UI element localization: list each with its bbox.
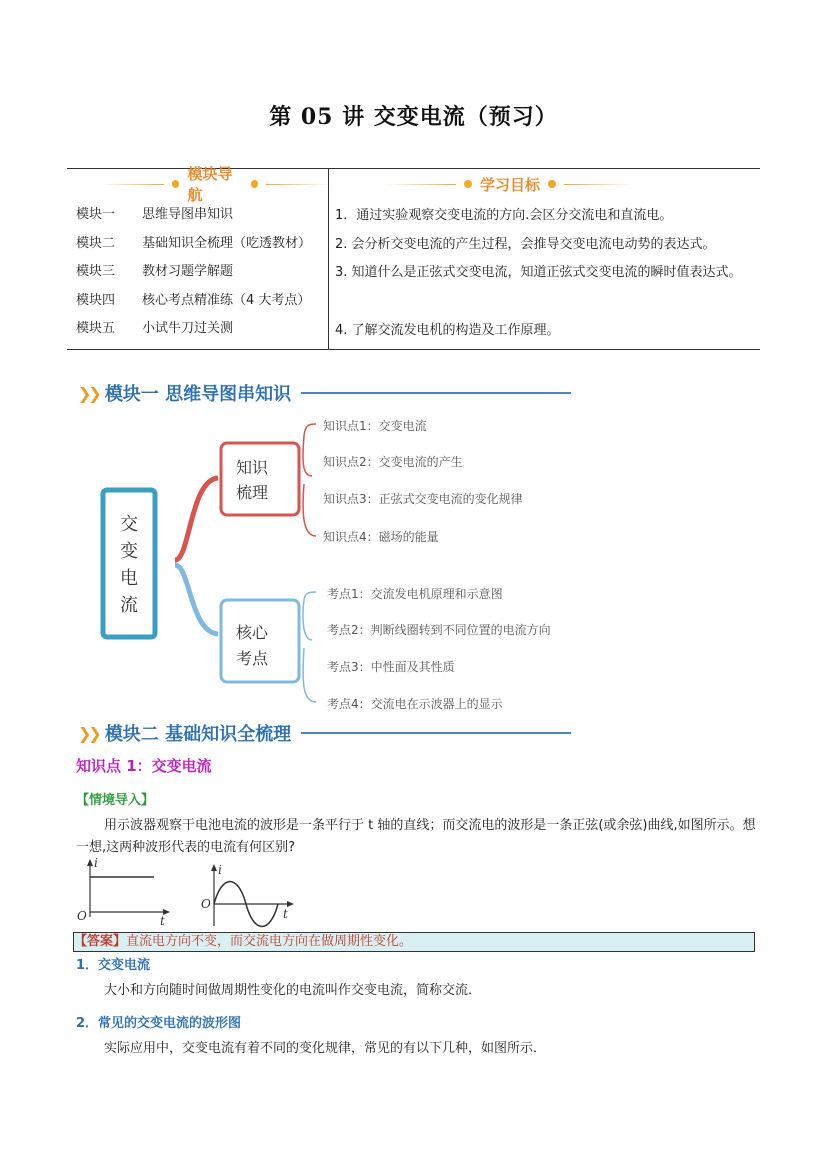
origin-label: O: [201, 897, 211, 911]
y-axis-arrow: [211, 864, 217, 871]
nav-key: 模块五: [76, 321, 116, 336]
nav-header: [100, 165, 330, 204]
nav-key: 模块二: [76, 236, 116, 251]
goal-item: 4. 了解交流发电机的构造及工作原理。: [335, 323, 560, 338]
section1-title: 1．交变电流: [76, 958, 151, 973]
table-top-border: [67, 168, 760, 169]
knowledge-item: 知识点3：正弦式交变电流的变化规律: [323, 492, 523, 506]
nav-item[interactable]: [76, 203, 233, 222]
module2-label: 模块二 基础知识全梳理: [104, 724, 292, 745]
branch1-line: 梳理: [235, 483, 269, 502]
section2-title: 2．常见的交变电流的波形图: [76, 1016, 242, 1031]
t-label: t: [283, 907, 288, 921]
branch1-box: [221, 443, 299, 515]
nav-item[interactable]: [76, 260, 233, 279]
answer-text: 直流电方向不变，而交流电方向在做周期性变化。: [126, 934, 413, 949]
table-bottom-border: [67, 349, 760, 350]
nav-header-label: 模块导航: [187, 165, 233, 204]
x-axis-arrow: [287, 901, 294, 907]
goal-header-label: 学习目标: [479, 175, 540, 194]
brace-blue: [303, 592, 316, 702]
nav-value: 基础知识全梳理（吃透教材）: [142, 236, 312, 251]
dot-icon: [464, 180, 472, 188]
dot-icon: [172, 180, 179, 188]
center-char: 变: [120, 541, 138, 562]
brace-red: [303, 424, 316, 536]
module1-heading: [78, 380, 571, 406]
goal-item: 2. 会分析交变电流的产生过程，会推导交变电流电动势的表达式。: [335, 237, 716, 252]
intro-paragraph: 用示波器观察干电池电流的波形是一条平行于 t 轴的直线；而交流电的波形是一条正弦(或余弦)曲线,如图所示。想一想,这两种波形代表的电流有何区别?: [76, 818, 756, 855]
goal-item: 3. 知道什么是正弦式交变电流，知道正弦式交变电流的瞬时值表达式。: [335, 265, 742, 280]
nav-value: 核心考点精准练（4 大考点）: [142, 293, 311, 308]
table-divider: [328, 168, 329, 349]
knowledge-point-title: 知识点 1：交变电流: [76, 757, 212, 775]
origin-label: O: [77, 909, 87, 923]
exam-item: 考点1：交流发电机原理和示意图: [327, 587, 503, 601]
dot-icon: [251, 180, 258, 188]
bracket-blue: [175, 565, 218, 634]
branch2-line: 考点: [235, 649, 269, 668]
dot-icon: [548, 180, 556, 188]
t-label: t: [160, 914, 165, 927]
double-chevron-icon: ❯❯: [78, 383, 99, 403]
double-chevron-icon: ❯❯: [78, 723, 99, 743]
bracket-red: [175, 478, 218, 560]
goal-item: 1．通过实验观察交变电流的方向.会区分交流电和直流电。: [335, 208, 673, 223]
header-rule: [266, 184, 330, 185]
center-char: 交: [120, 514, 138, 535]
nav-item[interactable]: [76, 317, 233, 336]
nav-value: 思维导图串知识: [142, 207, 234, 222]
nav-item[interactable]: [76, 289, 310, 308]
i-label: i: [218, 863, 222, 877]
nav-key: 模块三: [76, 264, 116, 279]
heading-rule: [301, 732, 571, 734]
nav-key: 模块四: [76, 293, 116, 308]
ac-waveform-graph: [198, 862, 298, 930]
mindmap-diagram: [90, 410, 610, 720]
i-label: i: [94, 857, 98, 870]
module2-heading: [78, 720, 571, 746]
section1-text: 大小和方向随时间做周期性变化的电流叫作交变电流，简称交流．: [104, 983, 482, 998]
knowledge-item: 知识点2：交变电流的产生: [323, 455, 463, 469]
nav-key: 模块一: [76, 207, 116, 222]
branch2-line: 核心: [235, 623, 269, 642]
exam-item: 考点3：中性面及其性质: [327, 660, 455, 674]
header-rule: [386, 184, 456, 185]
intro-tag: 【情境导入】: [76, 793, 155, 808]
nav-value: 小试牛刀过关测: [142, 321, 234, 336]
header-rule: [564, 184, 634, 185]
answer-tag: 【答案】: [74, 934, 127, 949]
knowledge-item: 知识点4：磁场的能量: [323, 530, 439, 544]
section2-text: 实际应用中，交变电流有着不同的变化规律，常见的有以下几种，如图所示．: [104, 1041, 547, 1056]
y-axis-arrow: [87, 859, 93, 866]
knowledge-item: 知识点1：交变电流: [323, 419, 427, 433]
nav-item[interactable]: [76, 232, 311, 251]
heading-rule: [301, 392, 571, 394]
header-rule: [100, 184, 164, 185]
goal-header: [360, 174, 660, 194]
center-char: 流: [120, 595, 138, 616]
branch1-line: 知识: [235, 458, 269, 477]
nav-value: 教材习题学解题: [142, 264, 234, 279]
center-char: 电: [120, 568, 138, 589]
page-title: 第 05 讲 交变电流（预习）: [269, 104, 558, 130]
exam-item: 考点4：交流电在示波器上的显示: [327, 697, 503, 711]
exam-item: 考点2：判断线圈转到不同位置的电流方向: [327, 623, 551, 637]
dc-waveform-graph: [74, 857, 174, 927]
module1-label: 模块一 思维导图串知识: [104, 384, 292, 405]
answer-box: [73, 932, 755, 952]
